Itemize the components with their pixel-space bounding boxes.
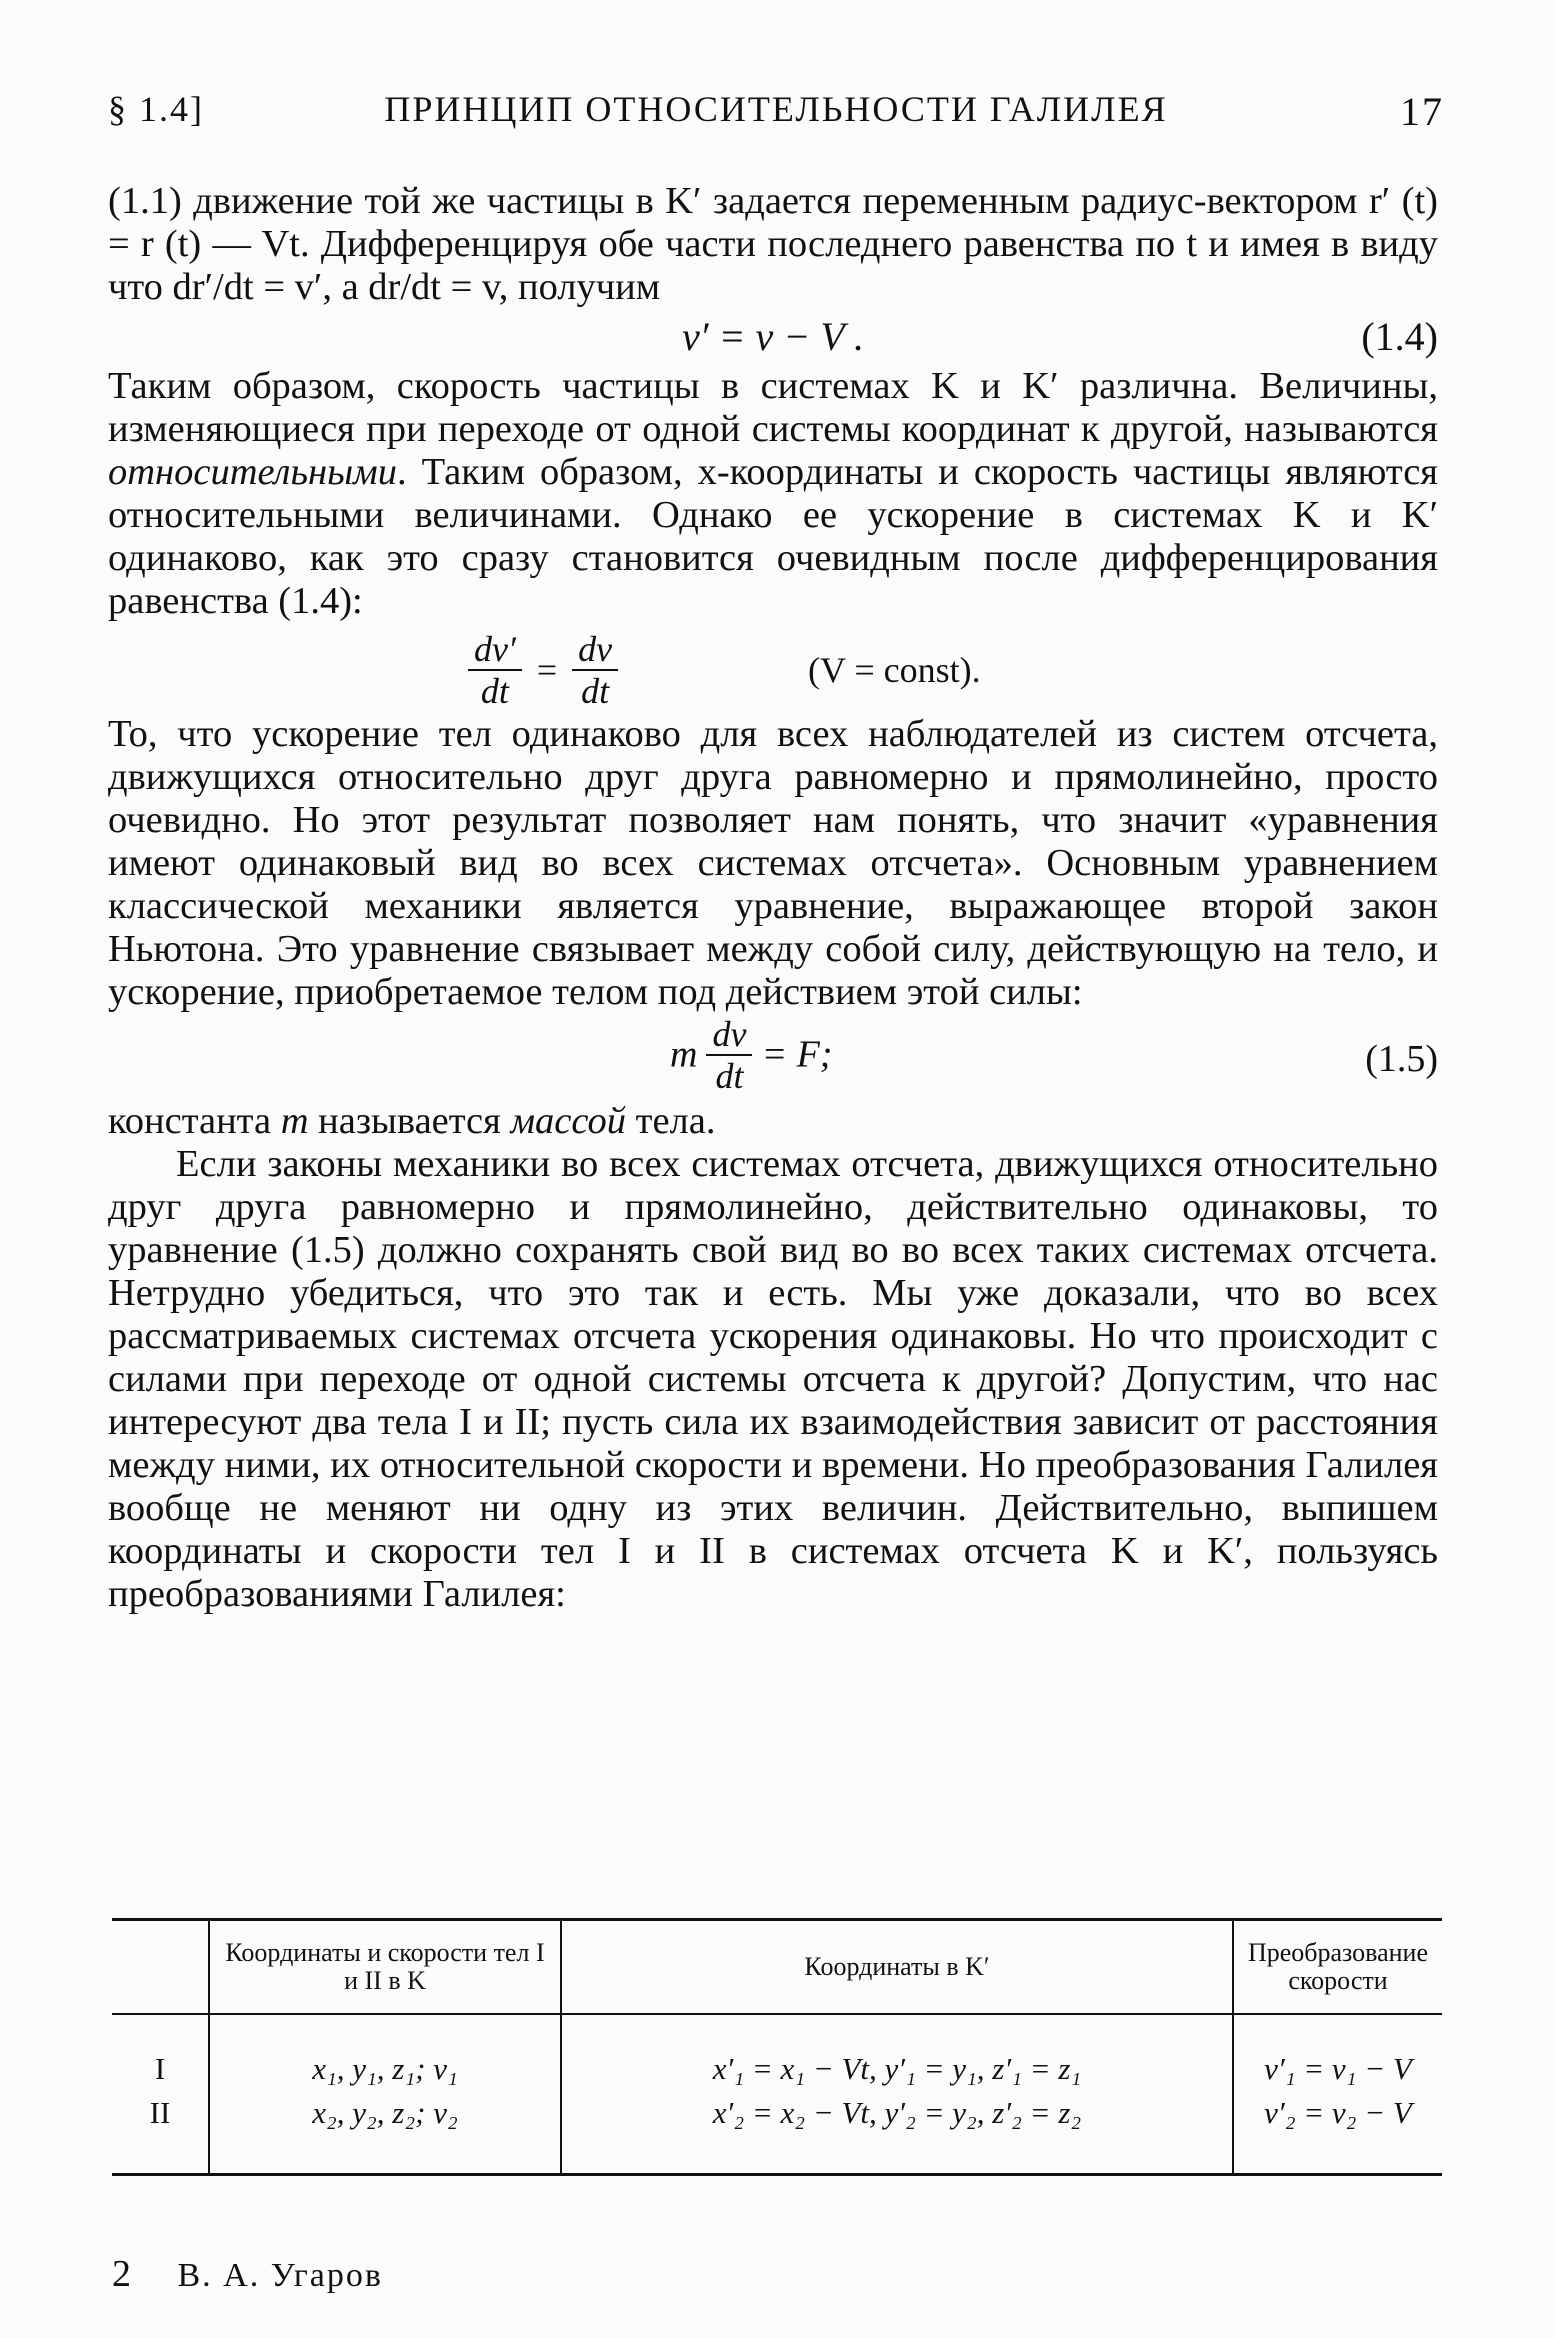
header-coordinates-k-prime: Координаты в K′ (561, 1920, 1233, 2015)
equals-sign: = (536, 649, 558, 690)
table-row (112, 2091, 1442, 2175)
body-label: II (112, 2091, 209, 2175)
acceleration-equation (108, 623, 1438, 713)
force-rhs: = F; (761, 1033, 833, 1076)
transformed-coordinates: x′₂ = x₂ − Vt, y′₂ = y₂, z′₂ = z₂ (561, 2091, 1233, 2175)
body-variables: x₂, y₂, z₂; v₂ (209, 2091, 561, 2175)
section-ref: § 1.4] (108, 89, 204, 129)
equation-formula: v′ = v − V . (682, 314, 864, 359)
signature-number: 2 (112, 2253, 133, 2295)
equation-1-5 (108, 1014, 1438, 1100)
equation-number: (1.5) (1365, 1038, 1438, 1080)
constant-condition: (V = const). (808, 650, 981, 690)
signature-footer (112, 2252, 383, 2296)
main-text (108, 180, 1438, 1616)
italic-term-relative: относительными (108, 451, 397, 493)
header-coordinates-k: Координаты и скорости тел I и II в K (209, 1920, 561, 2015)
galileo-transformation-table (112, 1918, 1442, 2176)
equation-number: (1.4) (1361, 314, 1438, 359)
equation-1-4 (108, 309, 1438, 365)
mass-symbol: m (670, 1033, 698, 1076)
header-velocity-transform: Преобразование скорости (1233, 1920, 1442, 2015)
velocity-transform: v′₂ = v₂ − V (1264, 2095, 1412, 2130)
header-body-column (112, 1920, 209, 2015)
transformed-coordinates: x′₁ = x₁ − Vt, y′₁ = y₁, z′₁ = z₁ (561, 2014, 1233, 2091)
paragraph-5: Если законы механики во всех системах отсчета, движущихся относительно друг друга равномерно и прямолинейно, действительно одинаковы, то уравнение (1.5) должно сохранять свой вид во во всех таких системах отсчета. Нетрудно убедиться, что это так и есть. Мы уже доказали, что во всех рассматриваемых системах отсчета ускорения одинаковы. Но что происходит с силами при переходе от одной системы отсчета к другой? Допустим, что нас интересуют два тела I и II; пусть сила их взаимодействия зависит от расстояния между ними, их относительной скорости и времени. Но преобразования Галилея вообще не меняют ни одну из этих величин. Действительно, выпишем координаты и скорости тел I и II в системах отсчета K и K′, пользуясь преобразованиями Галилея: (108, 1143, 1438, 1615)
paragraph-1: (1.1) движение той же частицы в K′ задается переменным радиус-вектором r′ (t) = r (t) — Vt. Дифференцируя обе части последнего равенства по t и имея в виду что dr′/dt = v′, а dr/dt = v, получим (108, 180, 1438, 308)
author-name: В. А. Угаров (177, 2257, 383, 2294)
header-title: ПРИНЦИП ОТНОСИТЕЛЬНОСТИ ГАЛИЛЕЯ (384, 89, 1168, 129)
body-label: I (112, 2014, 209, 2091)
body-variables: x₁, y₁, z₁; v₁ (209, 2014, 561, 2091)
fraction-dv-dt: $\frac{dv}{dt}$ (706, 1014, 752, 1096)
paragraph-2-rest: . Таким образом, x-координаты и скорость частицы являются относительными величинами. Однако ее ускорение в системах K и K′ одинаково, как это сразу становится очевидным после дифференцирования равенства (1.4): (108, 451, 1438, 622)
italic-term-mass: массой (510, 1100, 627, 1142)
table-header-row (112, 1920, 1442, 2015)
paragraph-2 (108, 365, 1438, 623)
paragraph-4: константа m называется массой тела. (108, 1100, 716, 1142)
fraction-lhs: $\frac{dv'}{dt}$ (468, 629, 522, 711)
table-row (112, 2014, 1442, 2091)
paragraph-2-text: Таким образом, скорость частицы в системах K и K′ различна. Величины, изменяющиеся при переходе от одной системы координат к другой, называются (108, 365, 1438, 450)
paragraph-3: То, что ускорение тел одинаково для всех наблюдателей из систем отсчета, движущихся относительно друг друга равномерно и прямолинейно, просто очевидно. Но этот результат позволяет нам понять, что значит «уравнения имеют одинаковый вид во всех системах отсчета». Основным уравнением классической механики является уравнение, выражающее второй закон Ньютона. Это уравнение связывает между собой силу, действующую на тело, и ускорение, приобретаемое телом под действием этой силы: (108, 713, 1438, 1013)
running-header (108, 88, 1444, 138)
fraction-rhs: $\frac{dv}{dt}$ (572, 629, 618, 711)
velocity-transform: v′₁ = v₁ − V (1264, 2051, 1412, 2086)
page-number: 17 (1400, 89, 1444, 134)
